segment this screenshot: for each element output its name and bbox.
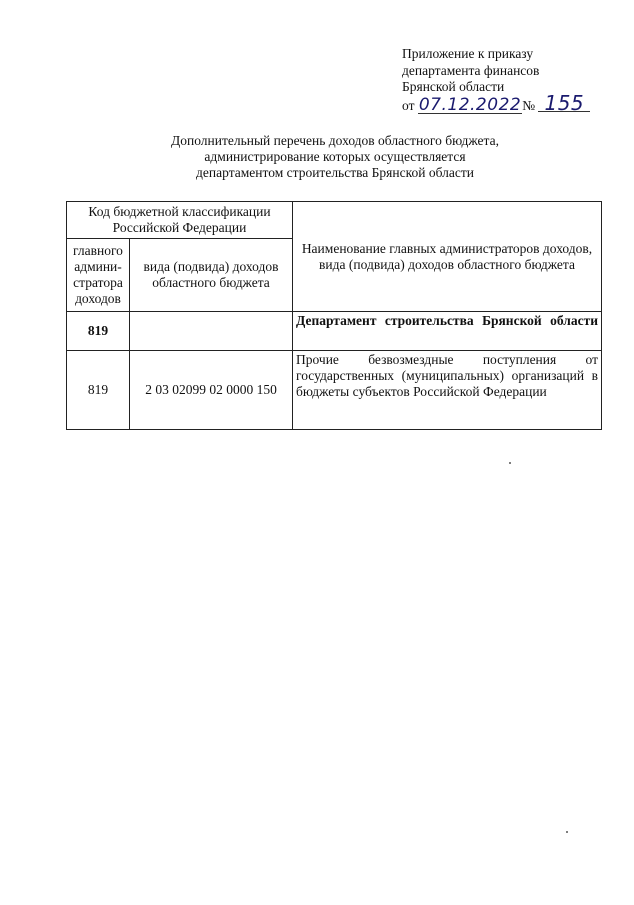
appendix-line-3: Брянской области (402, 79, 505, 94)
table-header-row-1 (67, 202, 602, 239)
scan-speck (509, 462, 511, 464)
title-line-1: Дополнительный перечень доходов областного бюджета, (171, 133, 499, 148)
title-line-3: департаментом строительства Брянской области (196, 165, 474, 180)
cell-name: Прочие безвозмездные поступления от государственных (муниципальных) организаций в бюджеты субъектов Российской Федерации (293, 351, 602, 430)
handwritten-number: 155 (538, 96, 590, 112)
cell-income-code: 2 03 02099 02 0000 150 (130, 351, 293, 430)
header-admin-code: главного админи-стратора доходов (67, 239, 130, 312)
table-row (67, 351, 602, 430)
cell-admin-code: 819 (67, 351, 130, 430)
header-budget-classification: Код бюджетной классификации Российской Федерации (67, 202, 293, 239)
cell-admin-code: 819 (67, 312, 130, 351)
from-label: от (402, 97, 415, 113)
header-administrators-name: Наименование главных администраторов доходов, вида (подвида) доходов областного бюджета (293, 202, 602, 312)
number-sign: № (522, 97, 536, 113)
cell-income-code (130, 312, 293, 351)
table-row (67, 312, 602, 351)
appendix-line-1: Приложение к приказу (402, 46, 534, 61)
handwritten-date: 07.12.2022 (418, 94, 522, 115)
income-table (66, 201, 602, 430)
document-title (100, 133, 570, 181)
appendix-note (402, 46, 590, 114)
title-line-2: администрирование которых осуществляется (204, 149, 466, 164)
cell-name: Департамент строительства Брянской области (293, 312, 602, 351)
appendix-line-2: департамента финансов (402, 62, 540, 78)
header-income-code: вида (подвида) доходов областного бюджета (130, 239, 293, 312)
appendix-date-line (402, 90, 590, 115)
scan-speck (566, 831, 568, 833)
